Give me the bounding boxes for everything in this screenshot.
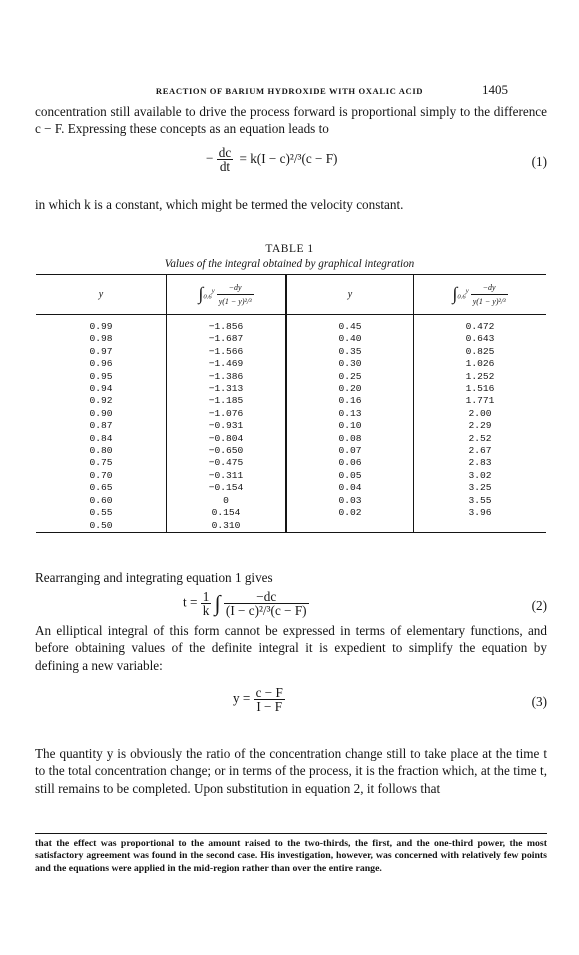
right-integral-cell: 3.02 — [414, 470, 547, 482]
left-integral-cell: −1.566 — [167, 346, 287, 358]
table-row — [36, 346, 546, 358]
right-integral-cell: 2.67 — [414, 445, 547, 457]
right-y-cell: 0.05 — [286, 470, 414, 482]
eq1-denominator: dt — [219, 159, 231, 174]
footnote: that the effect was proportional to the amount raised to the two-thirds, the first, and the one-third power, the most satisfactory agreement was found in the second case. His investigation, however, was concerned with relatively few points and the equations were applied in the mid-region rather than over the entire range. — [35, 838, 547, 874]
elliptical-integral-paragraph: An elliptical integral of this form cannot be expressed in terms of elementary functions, and before obtaining values of the definite integral it is expedient to simplify the equation by defining a new variable: — [35, 623, 547, 673]
left-y-cell: 0.98 — [89, 333, 113, 345]
col-header-integral-right: $\int_{0.6}^y$ $\frac{-dy}{\text{y(1 − y)²/³}}$ — [414, 275, 547, 315]
left-integral-cell: −1.076 — [167, 408, 287, 420]
left-y-cell: 0.80 — [89, 445, 113, 457]
left-integral-cell: −0.931 — [167, 420, 287, 432]
right-integral-cell: 0.643 — [414, 333, 547, 345]
table-row — [36, 395, 546, 407]
table-row — [36, 482, 546, 494]
right-y-cell: 0.07 — [286, 445, 414, 457]
right-y-cell: 0.08 — [286, 433, 414, 445]
right-y-cell: 0.40 — [286, 333, 414, 345]
table-row — [36, 420, 546, 432]
left-y-cell: 0.99 — [89, 321, 113, 332]
table-row — [36, 315, 546, 334]
left-integral-cell: −1.185 — [167, 395, 287, 407]
footnote-rule — [35, 833, 547, 834]
left-integral-cell: 0.310 — [167, 520, 287, 533]
page-number: 1405 — [482, 82, 508, 97]
col-header-y-left: y — [98, 289, 104, 300]
left-y-cell: 0.55 — [89, 507, 113, 519]
right-integral-cell: 1.252 — [414, 371, 547, 383]
substitution-paragraph: The quantity y is obviously the ratio of the concentration change still to take place at the time t to the total concentration change; or in terms of the process, it is the fraction which, at the time t, still remains to be completed. Upon substitution in equation 2, it follows that — [35, 746, 547, 796]
table-row — [36, 445, 546, 457]
left-y-cell: 0.96 — [89, 358, 113, 370]
table-row — [36, 507, 546, 519]
left-integral-cell: −0.154 — [167, 482, 287, 494]
right-integral-cell: 2.83 — [414, 457, 547, 469]
table-header-row — [36, 275, 546, 315]
left-y-cell: 0.87 — [89, 420, 113, 432]
right-y-cell: 0.04 — [286, 482, 414, 494]
right-y-cell: 0.25 — [286, 371, 414, 383]
right-y-cell: 0.13 — [286, 408, 414, 420]
eq2-number: (2) — [531, 598, 547, 613]
left-integral-cell: −0.650 — [167, 445, 287, 457]
right-y-cell: 0.45 — [286, 315, 414, 334]
intro-paragraph: concentration still available to drive the process forward is proportional simply to the difference c − F. Expressing these concepts as an equation leads to — [35, 104, 547, 137]
eq3-fraction: $\frac{c - F}{I - F}$ — [255, 685, 283, 714]
left-integral-cell: −1.856 — [167, 315, 287, 334]
right-y-cell: 0.20 — [286, 383, 414, 395]
eq1-number: (1) — [531, 154, 547, 169]
left-y-cell: 0.90 — [89, 407, 113, 419]
left-integral-cell: −1.687 — [167, 333, 287, 345]
left-y-cell: 0.60 — [89, 494, 113, 506]
left-integral-cell: −1.469 — [167, 358, 287, 370]
velocity-constant-sentence: in which k is a constant, which might be termed the velocity constant. — [35, 197, 404, 212]
right-integral-cell: 2.52 — [414, 433, 547, 445]
left-integral-cell: −1.386 — [167, 371, 287, 383]
left-y-cell: 0.92 — [89, 395, 113, 407]
left-y-cell: 0.97 — [89, 345, 113, 357]
right-integral-cell — [414, 520, 547, 533]
table-row — [36, 371, 546, 383]
right-y-cell: 0.30 — [286, 358, 414, 370]
table-row — [36, 383, 546, 395]
right-y-cell — [286, 520, 414, 533]
right-y-cell: 0.35 — [286, 346, 414, 358]
table-row — [36, 408, 546, 420]
right-integral-cell: 0.472 — [414, 315, 547, 334]
table-row — [36, 358, 546, 370]
right-y-cell: 0.10 — [286, 420, 414, 432]
eq2-integrand: $\frac{-dc}{\text{(I − c)²/³(c − F)}}$ — [225, 589, 307, 618]
right-integral-cell: 2.00 — [414, 408, 547, 420]
left-y-cell: 0.65 — [89, 482, 113, 494]
left-y-cell: 0.84 — [89, 432, 113, 444]
right-integral-cell: 1.516 — [414, 383, 547, 395]
left-y-cell: 0.75 — [89, 457, 113, 469]
table-row — [36, 520, 546, 533]
right-y-cell: 0.02 — [286, 507, 414, 519]
left-y-cell: 0.70 — [89, 469, 113, 481]
table-row — [36, 433, 546, 445]
left-integral-cell: 0.154 — [167, 507, 287, 519]
eq1-fraction — [217, 146, 233, 173]
left-integral-cell: 0 — [167, 495, 287, 507]
left-integral-cell: −0.804 — [167, 433, 287, 445]
table-body — [36, 315, 546, 533]
left-integral-cell: −0.311 — [167, 470, 287, 482]
right-integral-cell: 1.771 — [414, 395, 547, 407]
left-y-cell: 0.95 — [89, 370, 113, 382]
right-y-cell: 0.16 — [286, 395, 414, 407]
right-y-cell: 0.03 — [286, 495, 414, 507]
right-y-cell: 0.06 — [286, 457, 414, 469]
table-row — [36, 470, 546, 482]
right-integral-cell: 3.96 — [414, 507, 547, 519]
right-integral-cell: 0.825 — [414, 346, 547, 358]
left-integral-cell: −0.475 — [167, 457, 287, 469]
eq1-rhs: = k(I − c)²/³(c − F) — [239, 150, 338, 166]
right-integral-cell: 3.25 — [414, 482, 547, 494]
table-caption: Values of the integral obtained by graphical integration — [164, 258, 415, 270]
eq1-numerator: dc — [218, 145, 232, 160]
eq3-lhs: y = — [233, 690, 251, 706]
table-row — [36, 495, 546, 507]
left-y-cell: 0.94 — [89, 383, 113, 395]
right-integral-cell: 3.55 — [414, 495, 547, 507]
right-integral-cell: 1.026 — [414, 358, 547, 370]
right-integral-cell: 2.29 — [414, 420, 547, 432]
table-title: TABLE 1 — [265, 243, 314, 255]
col-header-integral-left: $\int_{0.6}^y$ $\frac{-dy}{\text{y(1 − y)²/³}}$ — [167, 275, 287, 315]
eq2-constant-fraction: $\frac{1}{k}$ — [202, 589, 210, 618]
table-row — [36, 333, 546, 345]
left-y-cell: 0.50 — [89, 519, 113, 531]
integral-values-table — [36, 274, 546, 533]
left-integral-cell: −1.313 — [167, 383, 287, 395]
eq2-lhs: t = — [183, 594, 198, 610]
eq3-number: (3) — [531, 694, 547, 709]
running-title: REACTION OF BARIUM HYDROXIDE WITH OXALIC ACID — [155, 86, 424, 96]
rearranging-paragraph: Rearranging and integrating equation 1 gives — [35, 570, 273, 585]
table-row — [36, 457, 546, 469]
col-header-y-right: y — [286, 275, 414, 315]
